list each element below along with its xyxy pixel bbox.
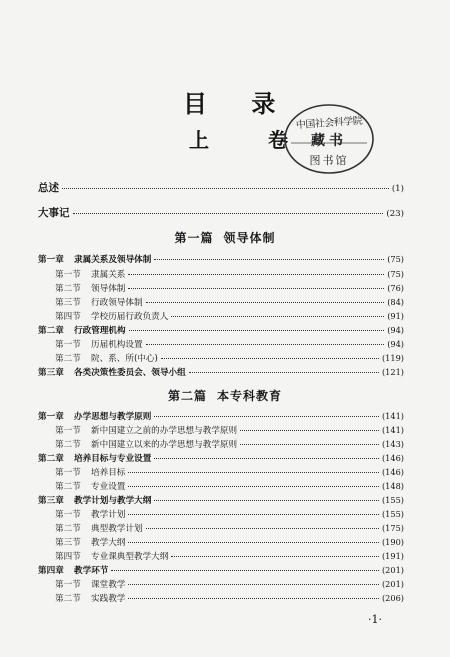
section-number: 第三节 (55, 538, 81, 548)
volume-label: 上 卷 (189, 128, 314, 152)
entry-page: (206) (381, 593, 404, 603)
part-number: 第一篇 (174, 231, 214, 245)
entry-page: (191) (381, 551, 404, 561)
entry-page: (155) (381, 509, 404, 519)
toc-section[interactable] (55, 352, 404, 364)
toc-section[interactable] (55, 592, 404, 604)
section-number: 第一节 (55, 426, 81, 436)
section-number: 第一节 (55, 468, 81, 478)
toc-entry-chronicle[interactable] (38, 205, 404, 220)
chapter-number: 第四章 (38, 566, 64, 576)
chapter-number: 第二章 (38, 326, 64, 336)
section-number: 第一节 (55, 340, 81, 350)
toc-chapter[interactable] (38, 564, 404, 576)
section-number: 第一节 (55, 270, 81, 280)
toc-entry-overview[interactable] (38, 180, 404, 195)
toc-section[interactable] (55, 438, 404, 450)
entry-page: (146) (381, 453, 404, 463)
toc-chapter[interactable] (38, 452, 404, 464)
entry-title: 学校历届行政负责人 (91, 312, 169, 322)
entry-page: (75) (387, 269, 404, 279)
entry-title: 教学计划与教学大纲 (74, 496, 152, 506)
toc-section[interactable] (55, 508, 404, 520)
entry-page: (201) (381, 579, 404, 589)
stamp-top-text: 中国社会科学院 (295, 115, 363, 132)
dot-leader (128, 584, 379, 585)
section-number: 第二节 (55, 594, 81, 604)
entry-page: (84) (387, 297, 404, 307)
dot-leader (146, 302, 385, 303)
section-number: 第二节 (55, 354, 81, 364)
entry-page: (94) (387, 339, 404, 349)
stamp-bottom-text: 图书馆 (309, 154, 349, 167)
dot-leader (73, 213, 384, 214)
entry-page: (148) (381, 481, 404, 491)
section-number: 第二节 (55, 524, 81, 534)
toc-chapter[interactable] (38, 494, 404, 506)
entry-title: 实践教学 (91, 594, 126, 604)
section-number: 第一节 (55, 510, 81, 520)
entry-title: 培养目标与专业设置 (74, 454, 152, 464)
toc-section[interactable] (55, 268, 404, 280)
chapter-number: 第三章 (38, 368, 64, 378)
chapter-number: 第二章 (38, 454, 64, 464)
entry-page: (76) (387, 283, 404, 293)
dot-leader (154, 500, 379, 501)
dot-leader (161, 358, 379, 359)
library-stamp (283, 103, 375, 175)
dot-leader (240, 444, 379, 445)
toc-chapter[interactable] (38, 366, 404, 378)
dot-leader (146, 528, 379, 529)
part-title: 本专科教育 (217, 389, 283, 403)
entry-title: 总述 (38, 182, 59, 194)
entry-title: 课堂教学 (91, 580, 126, 590)
entry-page: (141) (381, 425, 404, 435)
toc-section[interactable] (55, 424, 404, 436)
dot-leader (128, 486, 379, 487)
dot-leader (154, 259, 384, 260)
entry-title: 隶属关系 (91, 270, 126, 280)
dot-leader (128, 514, 379, 515)
entry-page: (146) (381, 467, 404, 477)
dot-leader (128, 598, 379, 599)
entry-title: 专业课典型教学大纲 (91, 552, 169, 562)
section-number: 第二节 (55, 482, 81, 492)
part-number: 第二篇 (167, 389, 207, 403)
page-number: ·1· (368, 613, 382, 626)
dot-leader (189, 372, 379, 373)
dot-leader (171, 556, 379, 557)
toc-chapter[interactable] (38, 410, 404, 422)
toc-section[interactable] (55, 480, 404, 492)
dot-leader (146, 344, 385, 345)
toc-chapter[interactable] (38, 324, 404, 336)
dot-leader (62, 188, 389, 189)
toc-title: 目 录 (183, 90, 294, 118)
entry-title: 隶属关系及领导体制 (74, 255, 152, 265)
entry-page: (141) (381, 411, 404, 421)
chapter-number: 第三章 (38, 496, 64, 506)
toc-section[interactable] (55, 310, 404, 322)
dot-leader (171, 316, 384, 317)
entry-page: (1) (391, 184, 404, 194)
entry-page: (75) (387, 254, 404, 264)
dot-leader (129, 330, 385, 331)
entry-page: (143) (381, 439, 404, 449)
section-number: 第一节 (55, 580, 81, 590)
entry-title: 典型教学计划 (91, 524, 143, 534)
entry-title: 各类决策性委员会、领导小组 (74, 368, 186, 378)
entry-title: 教学大纲 (91, 538, 126, 548)
toc-section[interactable] (55, 536, 404, 548)
entry-page: (175) (381, 523, 404, 533)
dot-leader (128, 274, 384, 275)
entry-title: 培养目标 (91, 468, 126, 478)
entry-page: (190) (381, 537, 404, 547)
dot-leader (154, 458, 379, 459)
entry-title: 行政管理机构 (74, 326, 126, 336)
entry-page: (121) (381, 367, 404, 377)
entry-page: (94) (387, 325, 404, 335)
dot-leader (128, 472, 379, 473)
toc-section[interactable] (55, 296, 404, 308)
entry-title: 行政领导体制 (91, 298, 143, 308)
entry-title: 院、系、所(中心) (91, 354, 158, 364)
entry-title: 教学环节 (74, 566, 109, 576)
section-number: 第二节 (55, 440, 81, 450)
entry-title: 新中国建立之前的办学思想与教学原则 (91, 426, 238, 436)
section-number: 第二节 (55, 284, 81, 294)
dot-leader (154, 416, 379, 417)
chapter-number: 第一章 (38, 412, 64, 422)
part-heading-1 (0, 229, 450, 246)
toc-chapter[interactable] (38, 253, 404, 265)
entry-title: 新中国建立以来的办学思想与教学原则 (91, 440, 238, 450)
toc-section[interactable] (55, 522, 404, 534)
entry-page: (201) (381, 565, 404, 575)
entry-page: (119) (381, 353, 404, 363)
toc-section[interactable] (55, 550, 404, 562)
entry-page: (91) (387, 311, 404, 321)
entry-title: 专业设置 (91, 482, 126, 492)
entry-title: 领导体制 (91, 284, 126, 294)
entry-title: 历届机构设置 (91, 340, 143, 350)
section-number: 第三节 (55, 298, 81, 308)
entry-page: (155) (381, 495, 404, 505)
toc-section[interactable] (55, 338, 404, 350)
dot-leader (128, 542, 379, 543)
dot-leader (128, 288, 384, 289)
section-number: 第四节 (55, 312, 81, 322)
part-title: 领导体制 (223, 231, 276, 245)
dot-leader (240, 430, 379, 431)
entry-title: 教学计划 (91, 510, 126, 520)
entry-title: 大事记 (38, 207, 70, 219)
part-heading-2 (0, 387, 450, 404)
chapter-number: 第一章 (38, 255, 64, 265)
section-number: 第四节 (55, 552, 81, 562)
entry-page: (23) (386, 209, 404, 219)
stamp-middle-text: 藏书 (311, 133, 347, 149)
toc-section[interactable] (55, 578, 404, 590)
toc-section[interactable] (55, 466, 404, 478)
dot-leader (111, 570, 379, 571)
toc-section[interactable] (55, 282, 404, 294)
entry-title: 办学思想与教学原则 (74, 412, 152, 422)
